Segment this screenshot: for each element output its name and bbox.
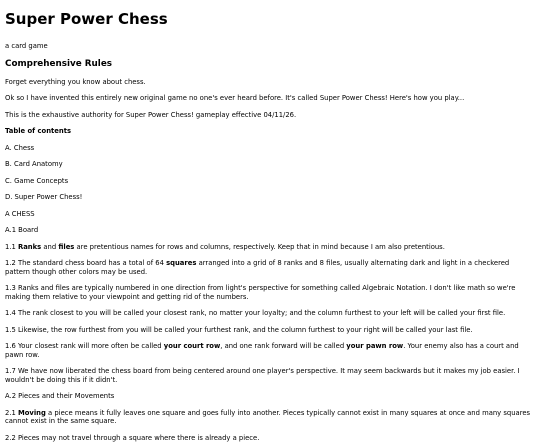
rule-1-2: 1.2 The standard chess board has a total of 64 squares arranged into a grid of 8 ranks and 8 files, usually alternating dark and light in a checkered pattern though other colors may be used. bbox=[5, 259, 535, 276]
page-subtitle: a card game bbox=[5, 42, 535, 51]
term-pawn-row: your pawn row bbox=[346, 342, 403, 350]
toc-item-game-concepts: C. Game Concepts bbox=[5, 177, 535, 186]
term-ranks: Ranks bbox=[18, 243, 41, 251]
toc-item-chess: A. Chess bbox=[5, 144, 535, 153]
section-heading: Comprehensive Rules bbox=[5, 59, 535, 70]
intro-paragraph: Ok so I have invented this entirely new original game no one's ever heard before. It's called Super Power Chess! Here's how you play... bbox=[5, 94, 535, 103]
rule-1-6: 1.6 Your closest rank will more often be called your court row, and one rank forward will be called your pawn row. Your enemy also has a court and pawn row. bbox=[5, 342, 535, 359]
page-title: Super Power Chess bbox=[5, 10, 535, 28]
chapter-heading: A CHESS bbox=[5, 210, 535, 219]
rule-1-7: 1.7 We have now liberated the chess board from being centered around one player's perspective. It may seem backwards but it makes my job easier. I wouldn't be doing this if it didn't. bbox=[5, 367, 535, 384]
toc-item-super-power-chess: D. Super Power Chess! bbox=[5, 193, 535, 202]
term-files: files bbox=[58, 243, 74, 251]
subsection-heading: A.2 Pieces and their Movements bbox=[5, 392, 535, 401]
term-court-row: your court row bbox=[164, 342, 220, 350]
term-moving: Moving bbox=[18, 409, 46, 417]
toc-heading: Table of contents bbox=[5, 127, 535, 136]
rule-2-2: 2.2 Pieces may not travel through a square where there is already a piece. bbox=[5, 434, 535, 442]
intro-paragraph: Forget everything you know about chess. bbox=[5, 78, 535, 87]
rule-2-1: 2.1 Moving a piece means it fully leaves one square and goes fully into another. Pieces typically cannot exist in many squares at once and many squares cannot exist in the same square. bbox=[5, 409, 535, 426]
rule-1-3: 1.3 Ranks and files are typically numbered in one direction from light's perspective for something called Algebraic Notation. I don't like math so we're making them relative to your viewpoint and getting rid of the numbers. bbox=[5, 284, 535, 301]
subsection-heading: A.1 Board bbox=[5, 226, 535, 235]
rule-1-1: 1.1 Ranks and files are pretentious names for rows and columns, respectively. Keep that in mind because I am also pretentious. bbox=[5, 243, 535, 252]
toc-item-card-anatomy: B. Card Anatomy bbox=[5, 160, 535, 169]
rule-1-5: 1.5 Likewise, the row furthest from you will be called your furthest rank, and the column furthest to your right will be called your last file. bbox=[5, 326, 535, 335]
rule-1-4: 1.4 The rank closest to you will be called your closest rank, no matter your loyalty; and the column furthest to your left will be called your first file. bbox=[5, 309, 535, 318]
term-squares: squares bbox=[166, 259, 196, 267]
intro-paragraph: This is the exhaustive authority for Super Power Chess! gameplay effective 04/11/26. bbox=[5, 111, 535, 120]
